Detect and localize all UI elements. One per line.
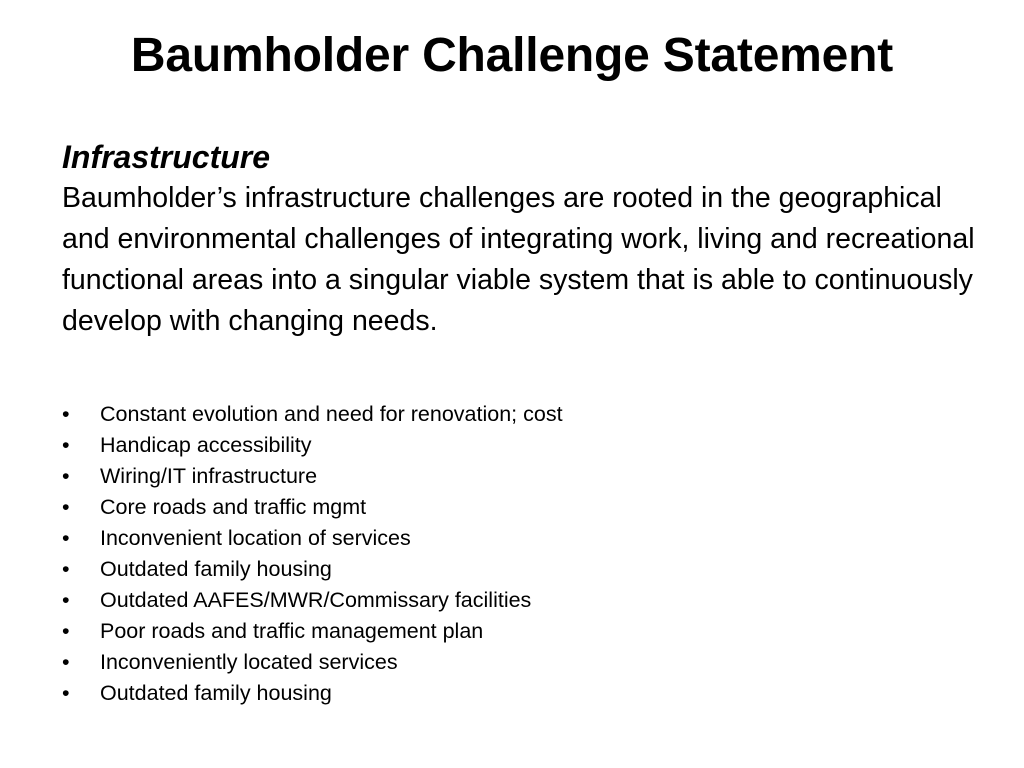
section-paragraph: Baumholder’s infrastructure challenges are rooted in the geographical and environmental challenges of integrating work, living and recreational functional areas into a singular viable system that is able to continuously develop with changing needs. — [62, 182, 975, 337]
bullet-item — [62, 492, 962, 523]
section-heading: Infrastructure — [62, 139, 271, 175]
bullet-text: Outdated family housing — [100, 681, 332, 705]
bullet-text: Constant evolution and need for renovation; cost — [100, 402, 563, 426]
bullet-item — [62, 616, 962, 647]
bullet-text: Outdated family housing — [100, 557, 332, 581]
bullet-icon: • — [62, 464, 70, 488]
bullet-icon: • — [62, 495, 70, 519]
bullet-icon: • — [62, 588, 70, 612]
bullet-text: Outdated AAFES/MWR/Commissary facilities — [100, 588, 532, 612]
bullet-text: Inconveniently located services — [100, 650, 398, 674]
bullet-icon: • — [62, 681, 70, 705]
bullet-text: Core roads and traffic mgmt — [100, 495, 367, 519]
bullet-text: Inconvenient location of services — [100, 526, 411, 550]
bullet-item — [62, 523, 962, 554]
bullet-item — [62, 430, 962, 461]
bullet-item — [62, 461, 962, 492]
bullet-text: Handicap accessibility — [100, 433, 312, 457]
bullet-icon: • — [62, 526, 70, 550]
bullet-list — [62, 399, 962, 709]
bullet-item — [62, 399, 962, 430]
bullet-item — [62, 554, 962, 585]
bullet-item — [62, 647, 962, 678]
bullet-icon: • — [62, 557, 70, 581]
slide-title: Baumholder Challenge Statement — [130, 29, 894, 82]
bullet-item — [62, 678, 962, 709]
bullet-icon: • — [62, 402, 70, 426]
infrastructure-section — [62, 136, 992, 342]
bullet-text: Wiring/IT infrastructure — [100, 464, 318, 488]
bullet-text: Poor roads and traffic management plan — [100, 619, 484, 643]
bullet-icon: • — [62, 650, 70, 674]
bullet-item — [62, 585, 962, 616]
bullet-icon: • — [62, 619, 70, 643]
bullet-icon: • — [62, 433, 70, 457]
